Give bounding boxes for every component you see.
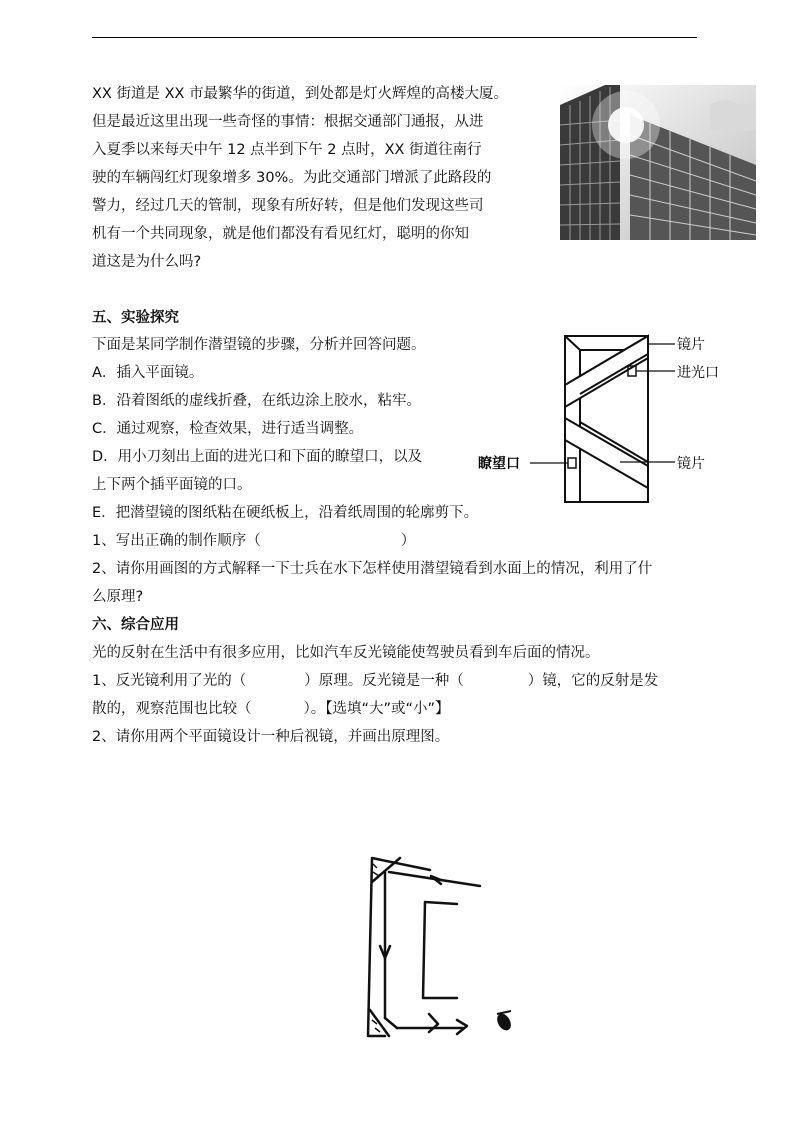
question-6-2: 2、请你用两个平面镜设计一种后视镜，并画出原理图。 — [92, 729, 450, 745]
step-d-cont: 上下两个插平面镜的口。 — [92, 477, 252, 493]
question-6-1 — [92, 671, 658, 691]
question-5-2: 2、请你用画图的方式解释一下士兵在水下怎样使用潜望镜看到水面上的情况，利用了什 — [92, 561, 653, 577]
question-6-1-cont — [92, 699, 450, 719]
rearview-mirror-sketch — [355, 850, 530, 1045]
q6-1-part2: ）原理。反光镜是一种（ — [304, 673, 464, 689]
q6-1-part1: 1、反光镜利用了光的（ — [92, 673, 247, 689]
label-mirror-top: 镜片 — [677, 337, 705, 353]
building-photo — [560, 85, 756, 240]
label-light-inlet: 进光口 — [677, 365, 719, 381]
step-c: C．通过观察，检查效果，进行适当调整。 — [92, 421, 364, 437]
intro-line-4: 驶的车辆闯红灯现象增多 30%。为此交通部门增派了此路段的 — [92, 170, 492, 186]
q5-1-prefix: 1、写出正确的制作顺序（ — [92, 533, 261, 549]
intro-line-3: 入夏季以来每天中午 12 点半到下午 2 点时，XX 街道往南行 — [92, 142, 482, 158]
q6-1-part3: ）镜，它的反射是发 — [527, 673, 659, 689]
question-5-2-cont: 么原理? — [92, 589, 144, 605]
label-mirror-bottom: 镜片 — [677, 456, 705, 472]
q6-1-line2-part2: ）。【选填“大”或“小”】 — [303, 701, 450, 717]
section6-heading: 六、综合应用 — [92, 617, 179, 633]
label-view-port: 瞭望口 — [478, 456, 520, 472]
step-a: A．插入平面镜。 — [92, 365, 204, 381]
periscope-diagram — [470, 330, 770, 515]
intro-line-7: 道这是为什么吗? — [92, 254, 202, 270]
intro-line-6: 机有一个共同现象，就是他们都没有看见红灯，聪明的你知 — [92, 226, 469, 242]
view-port-window — [568, 458, 576, 468]
question-5-1 — [92, 531, 415, 551]
step-b: B．沿着图纸的虚线折叠，在纸边涂上胶水，粘牢。 — [92, 393, 421, 409]
intro-line-1: XX 街道是 XX 市最繁华的街道，到处都是灯火辉煌的高楼大厦。 — [92, 86, 509, 102]
step-e: E．把潜望镜的图纸粘在硬纸板上，沿着纸周围的轮廓剪下。 — [92, 505, 479, 521]
section6-intro: 光的反射在生活中有很多应用，比如汽车反光镜能使驾驶员看到车后面的情况。 — [92, 645, 600, 661]
intro-line-2: 但是最近这里出现一些奇怪的事情：根据交通部门通报，从进 — [92, 114, 484, 130]
q6-1-line2-part1: 散的，观察范围也比较（ — [92, 701, 252, 717]
intro-line-5: 警力，经过几天的管制，现象有所好转，但是他们发现这些司 — [92, 198, 484, 214]
section5-intro: 下面是某同学制作潜望镜的步骤，分析并回答问题。 — [92, 337, 426, 353]
q5-1-suffix: ） — [400, 533, 416, 549]
header-rule — [92, 37, 697, 38]
step-d: D．用小刀刻出上面的进光口和下面的瞭望口，以及 — [92, 449, 423, 465]
section5-heading: 五、实验探究 — [92, 310, 179, 326]
